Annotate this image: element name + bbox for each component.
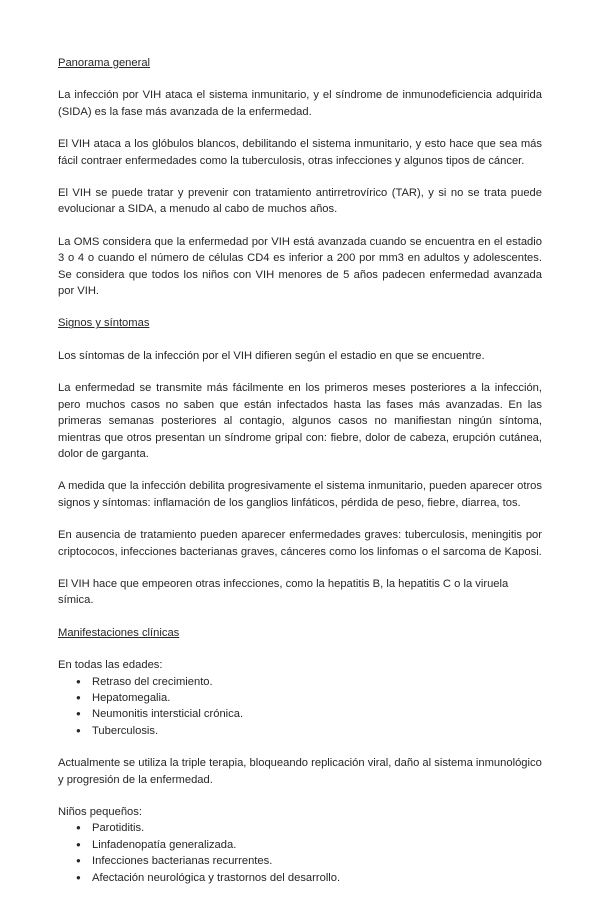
list-item: ● Afectación neurológica y trastornos del desarrollo.	[58, 870, 542, 886]
list-intro-all-ages: En todas las edades:	[58, 659, 163, 672]
list-item: ● Infecciones bacterianas recurrentes.	[58, 853, 542, 869]
list-item: ● Tuberculosis.	[58, 723, 542, 739]
list-item: ● Linfadenopatía generalizada.	[58, 837, 542, 853]
paragraph: Actualmente se utiliza la triple terapia, bloqueando replicación viral, daño al sistema inmunológico y progresión de la enfermedad.	[58, 757, 542, 786]
paragraph: La OMS considera que la enfermedad por VIH está avanzada cuando se encuentra en el estadio 3 o 4 o cuando el número de células CD4 es inferior a 200 por mm3 en adultos y adolescentes. Se considera que todos los niños con VIH menores de 5 años padecen enfermedad avanzada por VIH.	[58, 235, 542, 298]
paragraph: La infección por VIH ataca el sistema inmunitario, y el síndrome de inmunodeficiencia adquirida (SIDA) es la fase más avanzada de la enfermedad.	[58, 89, 542, 118]
bullet-list-children	[58, 820, 542, 886]
list-item: ● Retraso del crecimiento.	[58, 674, 542, 690]
paragraph: La enfermedad se transmite más fácilmente en los primeros meses posteriores a la infección, pero muchos casos no saben que están infectados hasta las fases más avanzadas. En las primeras semanas posteriores al contagio, algunos casos no manifiestan ningún síntoma, mientras que otros presentan un síndrome gripal con: fiebre, dolor de cabeza, erupción cutánea, dolor de garganta.	[58, 382, 542, 460]
paragraph: El VIH ataca a los glóbulos blancos, debilitando el sistema inmunitario, y esto hace que sea más fácil contraer enfermedades como la tuberculosis, otras infecciones y algunos tipos de cáncer.	[58, 138, 542, 167]
paragraph: El VIH hace que empeoren otras infecciones, como la hepatitis B, la hepatitis C o la viruela símica.	[58, 577, 509, 607]
bullet-list-all-ages	[58, 674, 542, 740]
section-heading-panorama: Panorama general	[58, 57, 151, 69]
list-intro-children: Niños pequeños:	[58, 806, 142, 818]
list-item: ● Parotiditis.	[58, 820, 542, 836]
document-body	[58, 55, 542, 902]
list-item: ● Hepatomegalia.	[58, 690, 542, 706]
paragraph: El VIH se puede tratar y prevenir con tratamiento antirretrovírico (TAR), y si no se trata puede evolucionar a SIDA, a menudo al cabo de muchos años.	[58, 187, 542, 216]
paragraph: En ausencia de tratamiento pueden aparecer enfermedades graves: tuberculosis, meningitis por criptococos, infecciones bacterianas graves, cánceres como los linfomas o el sarcoma de Kaposi.	[58, 529, 542, 558]
section-heading-signos: Signos y síntomas	[58, 317, 150, 330]
list-item: ● Neumonitis intersticial crónica.	[58, 706, 542, 722]
paragraph: A medida que la infección debilita progresivamente el sistema inmunitario, pueden aparecer otros signos y síntomas: inflamación de los ganglios linfáticos, pérdida de peso, fiebre, diarrea, tos.	[58, 480, 542, 509]
section-heading-manifestaciones: Manifestaciones clínicas	[58, 626, 180, 639]
paragraph: Los síntomas de la infección por el VIH difieren según el estadio en que se encuentre.	[58, 349, 485, 362]
